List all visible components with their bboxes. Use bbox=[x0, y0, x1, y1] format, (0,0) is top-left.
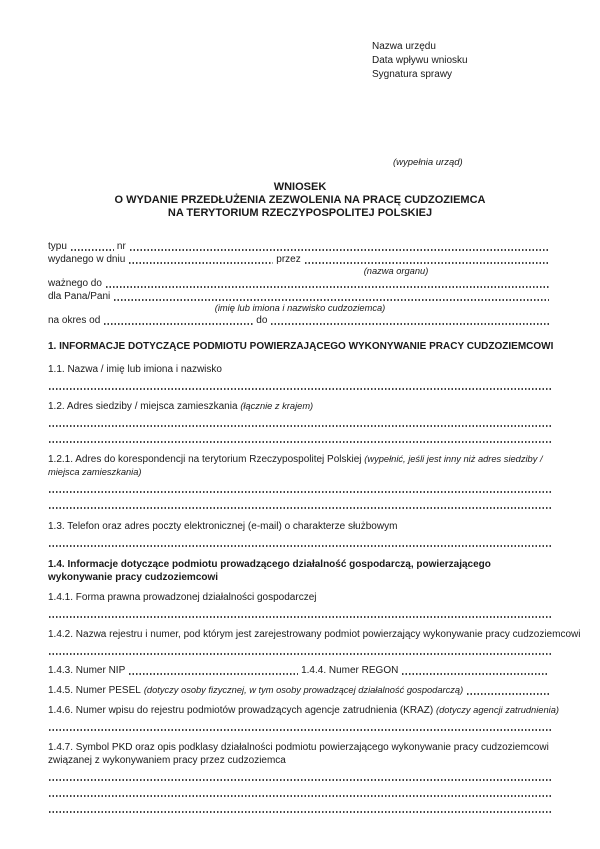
nip-field[interactable] bbox=[128, 664, 298, 677]
field-1-4-7 bbox=[48, 741, 552, 815]
field-1-2-1-text: 1.2.1. Adres do korespondencji na terytorium Rzeczypospolitej Polskiej bbox=[48, 454, 362, 465]
valid-until-row bbox=[48, 277, 552, 290]
period-from-field[interactable] bbox=[103, 314, 253, 327]
field-1-4-6-label bbox=[48, 704, 559, 717]
period-row bbox=[48, 314, 552, 327]
period-to-label: do bbox=[256, 315, 268, 326]
application-date-label: Data wpływu wniosku bbox=[372, 55, 468, 66]
intro-fields bbox=[48, 240, 552, 327]
field-1-4-1-label: 1.4.1. Forma prawna prowadzonej działalności gospodarczej bbox=[48, 592, 317, 603]
field-1-4-6-note: (dotyczy agencji zatrudnienia) bbox=[435, 705, 559, 715]
permit-type-row bbox=[48, 240, 552, 253]
pesel-row bbox=[48, 684, 552, 697]
for-mr-mrs-label: dla Pana/Pani bbox=[48, 291, 111, 302]
nip-label: 1.4.3. Numer NIP bbox=[48, 665, 126, 676]
fill-line-1-4-7-c[interactable] bbox=[48, 799, 552, 815]
field-1-4-6-text: 1.4.6. Numer wpisu do rejestru podmiotów prowadzących agencje zatrudnienia (KRAZ) bbox=[48, 705, 434, 716]
fill-line-1-4-7-a[interactable] bbox=[48, 767, 552, 783]
field-1-2-1-note: (wypełnić, jeśli jest inny niż adres siedziby / miejsca zamieszkania) bbox=[48, 454, 543, 477]
fill-line-1-2-b[interactable] bbox=[48, 429, 552, 445]
fill-line-1-4-7-b[interactable] bbox=[48, 783, 552, 799]
field-1-2-1 bbox=[48, 453, 552, 511]
field-1-2-1-label bbox=[48, 453, 552, 479]
regon-field[interactable] bbox=[401, 664, 549, 677]
regon-label: 1.4.4. Numer REGON bbox=[301, 665, 399, 676]
issue-date-field[interactable] bbox=[128, 253, 273, 266]
valid-until-label: ważnego do bbox=[48, 278, 102, 289]
fill-line-1-2-a[interactable] bbox=[48, 413, 552, 429]
field-1-4-1 bbox=[48, 591, 552, 620]
field-1-4-6 bbox=[48, 704, 559, 733]
pesel-field[interactable] bbox=[466, 684, 549, 697]
field-1-2-note: (łącznie z krajem) bbox=[240, 401, 314, 411]
case-signature-label: Sygnatura sprawy bbox=[372, 69, 453, 80]
fill-line-1-3[interactable] bbox=[48, 533, 552, 549]
valid-until-field[interactable] bbox=[105, 277, 549, 290]
nr-label: nr bbox=[116, 241, 126, 252]
issuing-authority-field[interactable] bbox=[304, 253, 549, 266]
office-name-label: Nazwa urzędu bbox=[372, 41, 436, 52]
office-use-block bbox=[372, 40, 552, 82]
fill-line-1-2-1-b[interactable] bbox=[48, 495, 552, 511]
fill-line-1-4-6[interactable] bbox=[48, 717, 552, 733]
title-line-2: O WYDANIE PRZEDŁUŻENIA ZEZWOLENIA NA PRACĘ CUDZOZIEMCA bbox=[114, 194, 486, 206]
fill-line-1-1[interactable] bbox=[48, 376, 552, 392]
period-to-field[interactable] bbox=[270, 314, 549, 327]
section-1-heading: 1. INFORMACJE DOTYCZĄCE PODMIOTU POWIERZAJĄCEGO WYKONYWANIE PRACY CUDZOZIEMCOWI bbox=[48, 341, 554, 352]
form-title bbox=[48, 181, 552, 220]
foreigner-name-field[interactable] bbox=[113, 290, 549, 303]
foreigner-name-row bbox=[48, 290, 552, 303]
issued-by-label: przez bbox=[276, 254, 301, 265]
field-1-3 bbox=[48, 520, 552, 549]
fill-line-1-2-1-a[interactable] bbox=[48, 479, 552, 495]
permit-type-field[interactable] bbox=[70, 240, 114, 253]
pesel-label: 1.4.5. Numer PESEL bbox=[48, 685, 141, 696]
typu-label: typu bbox=[48, 241, 67, 252]
field-1-4-7-label: 1.4.7. Symbol PKD oraz opis podklasy działalności podmiotu powierzającego wykonywanie pracy cudzoziemcowi związanej z wykonywaniem pracy przez cudzoziemca bbox=[48, 742, 549, 766]
title-line-1: WNIOSEK bbox=[273, 181, 327, 193]
issued-on-label: wydanego w dniu bbox=[48, 254, 126, 265]
pesel-note: (dotyczy osoby fizycznej, w tym osoby prowadzącej działalność gospodarczą) bbox=[143, 685, 464, 695]
field-1-2 bbox=[48, 400, 552, 445]
nip-regon-row bbox=[48, 664, 552, 677]
field-1-4-heading: 1.4. Informacje dotyczące podmiotu prowadzącego działalność gospodarczą, powierzającego wykonywanie pracy cudzoziemcowi bbox=[48, 559, 491, 583]
title-line-3: NA TERYTORIUM RZECZYPOSPOLITEJ POLSKIEJ bbox=[167, 207, 433, 219]
period-from-label: na okres od bbox=[48, 315, 101, 326]
field-1-4-2-label: 1.4.2. Nazwa rejestru i numer, pod którym jest zarejestrowany podmiot powierzający wykonywanie pracy cudzoziemcowi bbox=[48, 629, 581, 640]
permit-number-field[interactable] bbox=[129, 240, 549, 253]
field-1-1 bbox=[48, 363, 552, 392]
field-1-2-label bbox=[48, 400, 552, 413]
issue-date-row bbox=[48, 253, 552, 266]
authority-name-note: (nazwa organu) bbox=[363, 266, 429, 276]
field-1-1-label: 1.1. Nazwa / imię lub imiona i nazwisko bbox=[48, 364, 222, 375]
filled-by-office-note: (wypełnia urząd) bbox=[393, 157, 463, 168]
foreigner-name-note: (imię lub imiona i nazwisko cudzoziemca) bbox=[214, 303, 386, 313]
field-1-2-text: 1.2. Adres siedziby / miejsca zamieszkania bbox=[48, 401, 238, 412]
fill-line-1-4-2[interactable] bbox=[48, 641, 552, 657]
field-1-3-label: 1.3. Telefon oraz adres poczty elektronicznej (e-mail) o charakterze służbowym bbox=[48, 521, 398, 532]
fill-line-1-4-1[interactable] bbox=[48, 604, 552, 620]
field-1-4-2 bbox=[48, 628, 581, 657]
